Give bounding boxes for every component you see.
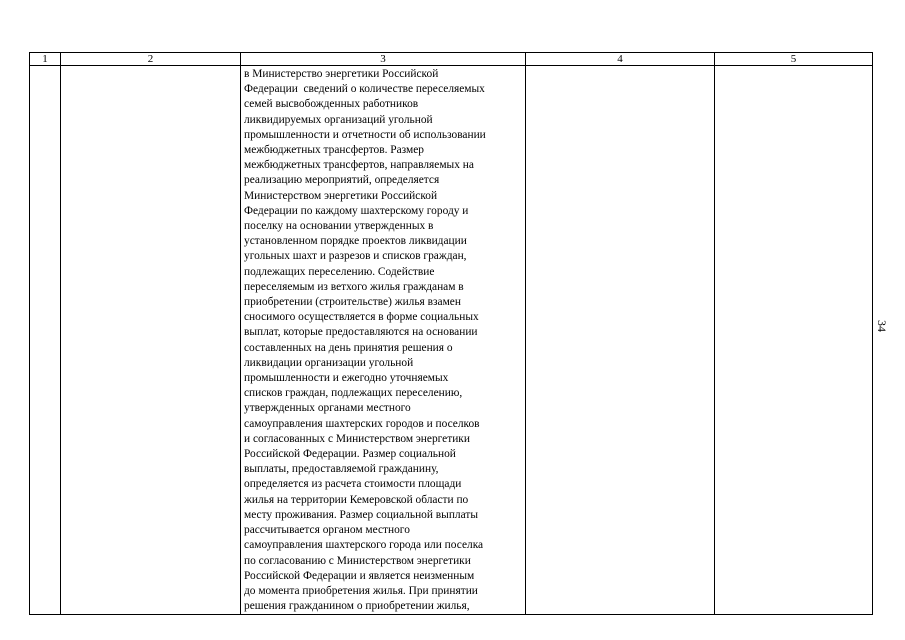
text-line: реализацию мероприятий, определяется	[244, 174, 440, 187]
cell-col-2	[61, 66, 241, 615]
text-line: жилья на территории Кемеровской области по	[244, 493, 469, 506]
text-line: Федерации по каждому шахтерскому городу и	[244, 204, 469, 217]
text-line: до момента приобретения жилья. При принятии	[244, 584, 478, 597]
text-line: межбюджетных трансфертов, направляемых на	[244, 159, 474, 172]
text-line: угольных шахт и разрезов и списков граждан,	[244, 250, 467, 263]
text-line: утвержденных органами местного	[244, 402, 411, 415]
text-line: в Министерство энергетики Российской	[244, 68, 439, 80]
text-line: выплат, которые предоставляются на основании	[244, 326, 478, 339]
column-header-4: 4	[526, 53, 715, 66]
text-line: установленном порядке проектов ликвидации	[244, 235, 467, 248]
text-line: составленных на день принятия решения о	[244, 341, 453, 354]
text-line: месту проживания. Размер социальной выплаты	[244, 508, 479, 521]
text-line: приобретении (строительстве) жилья взамен	[244, 296, 461, 309]
text-line: поселку на основании утвержденных в	[244, 220, 434, 233]
text-line: и согласованных с Министерством энергетики	[244, 432, 470, 445]
text-line: Российской Федерации. Размер социальной	[244, 448, 456, 461]
text-line: самоуправления шахтерского города или поселка	[244, 539, 484, 552]
text-line: определяется из расчета стоимости площади	[244, 478, 462, 491]
cell-col-3-text	[241, 66, 525, 614]
text-line: Федерации сведений о количестве переселяемых	[244, 83, 485, 96]
text-line: по согласованию с Министерством энергетики	[244, 554, 471, 567]
column-header-5: 5	[715, 53, 873, 66]
cell-col-1	[30, 66, 61, 615]
cell-col-4	[526, 66, 715, 615]
text-line: Российской Федерации и является неизменным	[244, 569, 475, 582]
text-line: выплаты, предоставляемой гражданину,	[244, 463, 439, 476]
text-line: межбюджетных трансфертов. Размер	[244, 144, 424, 157]
text-line: ликвидации организации угольной	[244, 356, 414, 369]
page-number: 34	[875, 320, 889, 332]
text-line: Министерством энергетики Российской	[244, 189, 438, 202]
text-line: промышленности и отчетности об использовании	[244, 128, 486, 141]
text-line: промышленности и ежегодно уточняемых	[244, 372, 449, 385]
text-line: списков граждан, подлежащих переселению,	[244, 387, 463, 400]
cell-col-5	[715, 66, 873, 615]
column-header-2: 2	[61, 53, 241, 66]
text-line: ликвидируемых организаций угольной	[244, 113, 433, 126]
column-header-3: 3	[241, 53, 526, 66]
text-line: сносимого осуществляется в форме социальных	[244, 311, 479, 324]
cell-col-3	[241, 66, 526, 615]
text-line: решения гражданином о приобретении жилья,	[244, 600, 470, 613]
text-line: подлежащих переселению. Содействие	[244, 265, 435, 278]
text-line: семей высвобожденных работников	[244, 98, 419, 111]
column-header-1: 1	[30, 53, 61, 66]
text-line: переселяемым из ветхого жилья гражданам в	[244, 280, 464, 293]
text-line: самоуправления шахтерских городов и поселков	[244, 417, 480, 430]
document-table	[29, 52, 873, 615]
table-header-row	[30, 53, 873, 66]
text-line: рассчитывается органом местного	[244, 524, 410, 537]
table-row	[30, 66, 873, 615]
